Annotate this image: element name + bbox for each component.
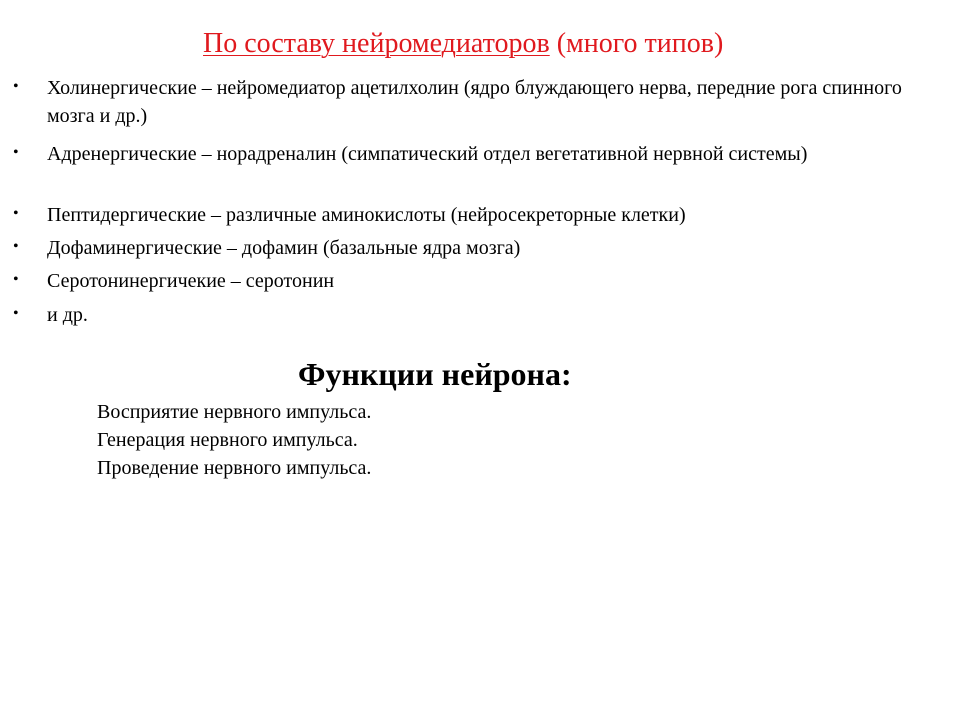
list-item [13,201,937,229]
list-item [13,267,937,295]
bullet-icon: • [13,205,19,222]
title-underlined-text: По составу нейромедиаторов [203,28,550,59]
list-item-text: и др. [47,304,88,326]
list-item-text: Адренергические – норадреналин (симпатический отдел вегетативной нервной системы) [47,143,808,165]
functions-heading: Функции нейрона: [298,356,572,392]
list-item-text: Холинергические – нейромедиатор ацетилхолин (ядро блуждающего нерва, передние рога спинного мозга и др.) [47,77,902,127]
list-item-text: Пептидергические – различные аминокислоты (нейросекреторные клетки) [47,204,686,226]
list-item-text: Серотонинергичекие – серотонин [47,270,335,292]
functions-list [97,398,371,482]
function-item: Восприятие нервного импульса. [97,401,372,423]
function-item: Проведение нервного импульса. [97,457,372,479]
list-item [13,301,937,329]
function-item: Генерация нервного импульса. [97,429,358,451]
list-item [13,140,937,168]
list-item-text: Дофаминергические – дофамин (базальные ядра мозга) [47,237,521,259]
list-item [13,74,937,130]
bullet-icon: • [13,238,19,255]
bullet-icon: • [13,78,19,95]
bullet-icon: • [13,144,19,161]
bullet-icon: • [13,305,19,322]
slide-title [203,27,723,61]
list-item [13,234,937,262]
title-rest-text: (много типов) [549,28,724,59]
bullet-icon: • [13,271,19,288]
